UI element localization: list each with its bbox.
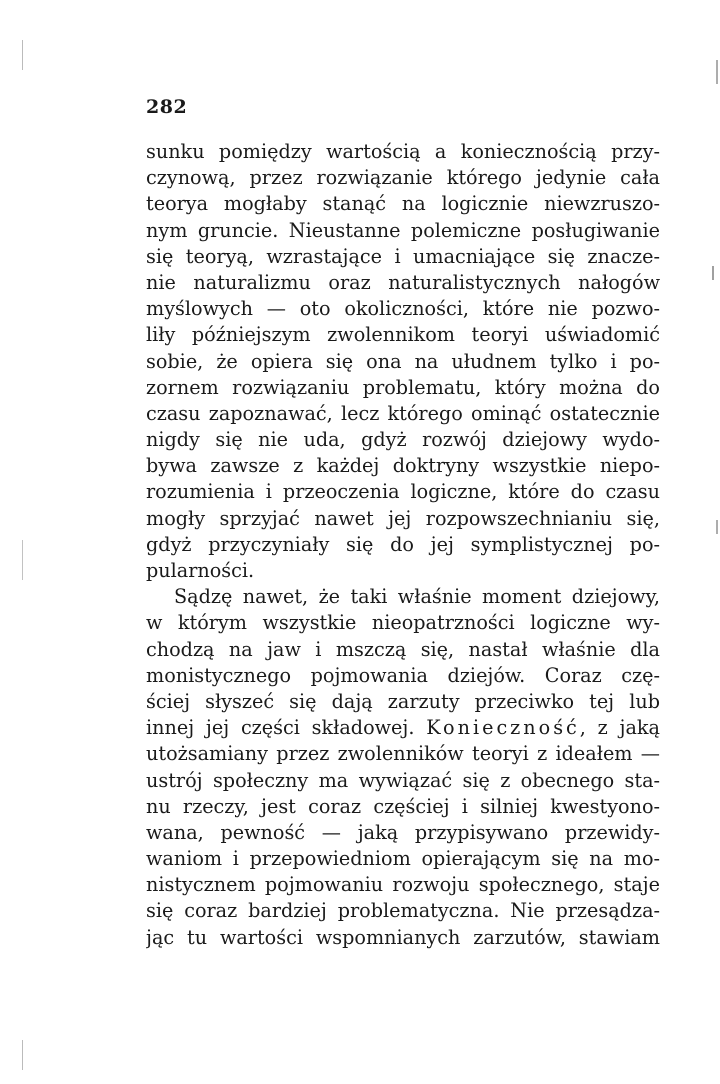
text-line: waniom i przepowiedniom opierającym się na mo- [146, 847, 660, 871]
text-line: teorya mogłaby stanąć na logicznie niewzruszo- [146, 192, 660, 216]
text-line: nistycznem pojmowaniu rozwoju społecznego, staje [146, 873, 660, 897]
scan-edge-mark [716, 60, 718, 84]
text-line: liły późniejszym zwolennikom teoryi uświadomić [146, 323, 660, 347]
text-line: się coraz bardziej problematyczna. Nie przesądza- [146, 899, 660, 923]
text-line: bywa zawsze z każdej doktryny wszystkie niepo- [146, 454, 660, 478]
text-line: pularności. [146, 559, 255, 582]
text-line-emphasis [146, 715, 660, 741]
scan-edge-mark [22, 540, 23, 580]
text-line: sunku pomiędzy wartością a koniecznością przy- [146, 140, 660, 163]
scan-edge-mark [716, 520, 718, 534]
text-line: ściej słyszeć się dają zarzuty przeciwko tej lub [146, 689, 660, 713]
paragraph-start-line: Sądzę nawet, że taki właśnie moment dziejowy, [174, 585, 660, 609]
text-segment: innej jej części składowej. [146, 716, 427, 740]
text-line: nigdy się nie uda, gdyż rozwój dziejowy wydo- [146, 428, 660, 452]
text-line: się teoryą, wzrastające i umacniające się znacze- [146, 244, 660, 268]
spaced-emphasis-word: Konieczność [426, 716, 580, 740]
text-line: w którym wszystkie nieopatrzności logiczne wy- [146, 611, 660, 635]
text-line: monistycznego pojmowania dziejów. Coraz czę- [146, 663, 660, 687]
text-line: czasu zapoznawać, lecz którego ominąć ostatecznie [146, 401, 660, 425]
text-line: nym gruncie. Nieustanne polemiczne posługiwanie [146, 218, 660, 242]
scan-edge-mark [712, 266, 714, 280]
scan-edge-mark [22, 1040, 23, 1070]
text-line: utożsamiany przez zwolenników teoryi z ideałem — [146, 742, 660, 766]
text-line: myślowych — oto okoliczności, które nie pozwo- [146, 297, 660, 321]
text-line: zornem rozwiązaniu problematu, który można do [146, 375, 660, 399]
text-line: ustrój społeczny ma wywiązać się z obecnego sta- [146, 768, 660, 792]
text-line: wana, pewność — jaką przypisywano przewidy- [146, 820, 660, 844]
text-line: chodzą na jaw i mszczą się, nastał właśnie dla [146, 637, 660, 661]
text-line: sobie, że opiera się ona na ułudnem tylko i po- [146, 349, 660, 373]
text-line: rozumienia i przeoczenia logiczne, które do czasu [146, 480, 660, 504]
text-line: gdyż przyczyniały się do jej symplistycznej po- [146, 532, 660, 556]
text-line: nie naturalizmu oraz naturalistycznych nałogów [146, 270, 660, 294]
body-text [146, 139, 660, 951]
text-segment: , z jaką [579, 716, 660, 740]
text-line: nu rzeczy, jest coraz częściej i silniej kwestyono- [146, 794, 660, 818]
text-line: jąc tu wartości wspomnianych zarzutów, stawiam [146, 925, 660, 949]
scan-edge-mark [22, 40, 23, 70]
text-line: mogły sprzyjać nawet jej rozpowszechnianiu się, [146, 506, 660, 530]
text-line: czynową, przez rozwiązanie którego jedynie cała [146, 166, 660, 190]
page-number: 282 [146, 96, 188, 118]
